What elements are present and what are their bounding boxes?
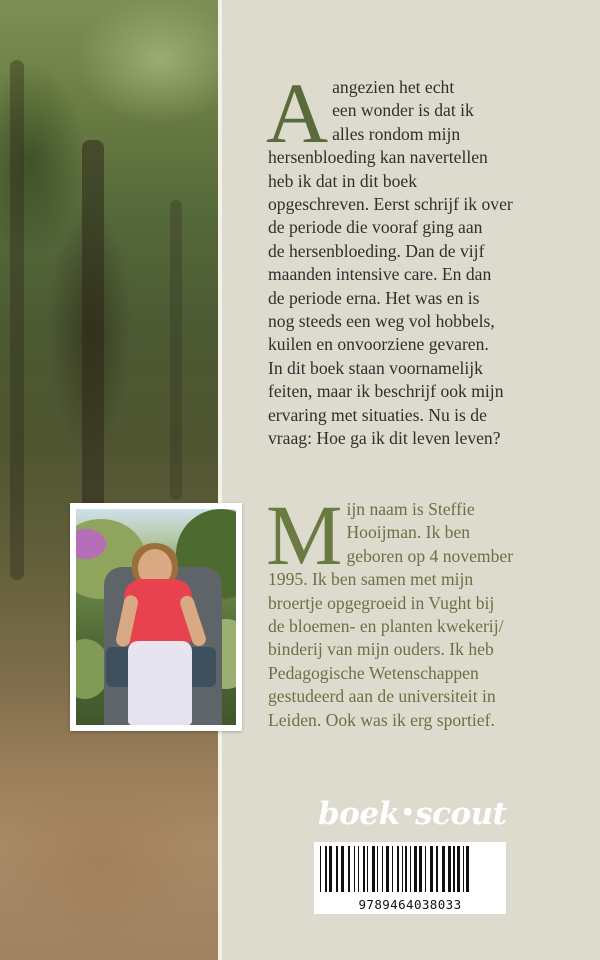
author-photo	[70, 503, 242, 731]
logo-dot: •	[400, 800, 415, 826]
barcode-bar	[325, 846, 327, 892]
barcode-bar	[442, 846, 445, 892]
barcode-bar	[453, 846, 455, 892]
barcode-bar	[336, 846, 338, 892]
blurb-line: maanden intensive care. En dan	[268, 264, 492, 285]
barcode-bar	[436, 846, 438, 892]
barcode-bar	[377, 846, 378, 892]
bio-line: Pedagogische Wetenschappen	[268, 662, 479, 683]
barcode-bar	[372, 846, 375, 892]
barcode-bar	[425, 846, 426, 892]
blurb-line: hersenbloeding kan navertellen	[268, 147, 488, 168]
barcode-bar	[397, 846, 399, 892]
bio-line: broertje opgegroeid in Vught bij	[268, 592, 495, 613]
bio-line: de bloemen- en planten kwekerij/	[268, 616, 504, 637]
blurb-line: ervaring met situaties. Nu is de	[268, 404, 487, 425]
bio-line: Leiden. Ook was ik erg sportief.	[268, 709, 495, 730]
blurb-line: de periode die vooraf ging aan	[268, 217, 483, 238]
blurb-line: een wonder is dat ik	[332, 100, 474, 121]
bio-line: geboren op 4 november	[346, 545, 514, 566]
author-photo-image	[76, 509, 236, 725]
barcode-bar	[320, 846, 321, 892]
bio-line: gestudeerd aan de universiteit in	[268, 686, 496, 707]
isbn-number: 9789464038033	[358, 897, 462, 912]
bio-line: binderij van mijn ouders. Ik heb	[268, 639, 494, 660]
book-blurb	[266, 65, 568, 451]
barcode-bar	[367, 846, 368, 892]
blurb-line: de periode erna. Het was en is	[268, 287, 480, 308]
blurb-line: nog steeds een weg vol hobbels,	[268, 311, 495, 332]
logo-text-right: scout	[415, 796, 507, 832]
barcode-bar	[410, 846, 411, 892]
blurb-line: vraag: Hoe ga ik dit leven leven?	[268, 428, 501, 449]
barcode-bar	[466, 846, 469, 892]
author-bio	[266, 487, 568, 732]
barcode-bars	[318, 846, 502, 892]
blurb-line: opgeschreven. Eerst schrijf ik over	[268, 194, 513, 215]
barcode-bar	[348, 846, 350, 892]
barcode-bar	[448, 846, 451, 892]
bio-line: Hooijman. Ik ben	[346, 522, 471, 543]
barcode-bar	[329, 846, 332, 892]
barcode-bar	[392, 846, 393, 892]
barcode-bar	[363, 846, 365, 892]
forest-background-photo	[0, 0, 218, 960]
barcode-bar	[463, 846, 464, 892]
barcode-bar	[358, 846, 359, 892]
barcode-bar	[402, 846, 403, 892]
barcode-bar	[419, 846, 422, 892]
barcode-bar	[430, 846, 433, 892]
blurb-line: de hersenbloeding. Dan de vijf	[268, 240, 485, 261]
bio-line: ijn naam is Steffie	[346, 499, 475, 519]
barcode-bar	[341, 846, 344, 892]
barcode-bar	[457, 846, 460, 892]
logo-text-left: boek	[318, 796, 400, 832]
bio-line: 1995. Ik ben samen met mijn	[268, 569, 474, 590]
blurb-line: feiten, maar ik beschrijf ook mijn	[268, 381, 504, 402]
barcode-bar	[414, 846, 417, 892]
blurb-line: angezien het echt	[332, 77, 455, 97]
blurb-line: alles rondom mijn	[332, 123, 461, 144]
barcode-bar	[354, 846, 355, 892]
blurb-line: In dit boek staan voornamelijk	[268, 357, 483, 378]
bio-dropcap: M	[266, 487, 343, 583]
barcode-bar	[386, 846, 389, 892]
barcode-bar	[405, 846, 407, 892]
barcode-bar	[382, 846, 383, 892]
blurb-line: kuilen en onvoorziene gevaren.	[268, 334, 489, 355]
blurb-dropcap: A	[266, 65, 329, 161]
blurb-line: heb ik dat in dit boek	[268, 170, 418, 191]
publisher-logo	[318, 796, 508, 836]
barcode	[314, 842, 506, 914]
